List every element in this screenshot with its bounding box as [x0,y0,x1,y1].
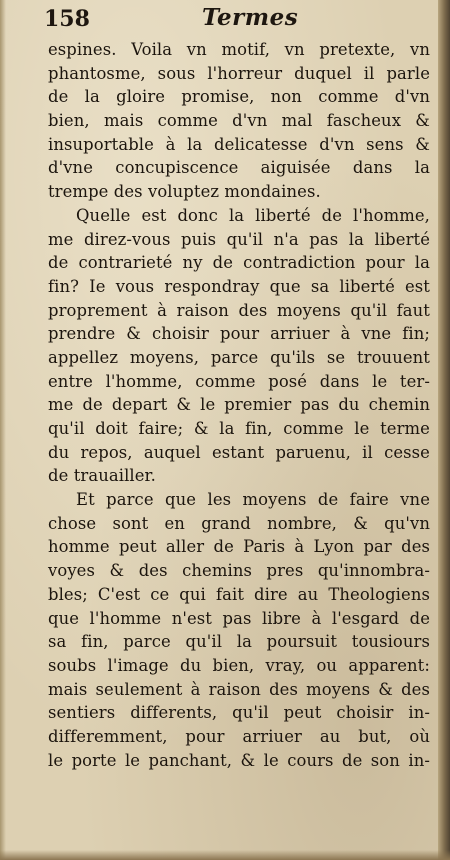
text-line: du repos, auquel estant paruenu, il cesse [48,442,430,462]
text-line: me de depart & le premier pas du chemin [48,395,430,415]
text-line: appellez moyens, parce qu'ils se trouuent [48,347,430,367]
text-line: espines. Voila vn motif, vn pretexte, vn [48,40,430,59]
page-bottom-edge [0,850,450,860]
text-line: de la gloire promise, non comme d'vn [48,87,430,107]
text-line: Quelle est donc la liberté de l'homme, [76,205,430,225]
text-line: mais seulement à raison des moyens & des [48,679,430,699]
text-line: homme peut aller de Paris à Lyon par des [48,537,430,557]
text-line: sa fin, parce qu'il la poursuit tousiours [48,632,430,652]
text-line: differemment, pour arriuer au but, où [48,726,430,746]
text-line: me direz-vous puis qu'il n'a pas la liberté [48,229,430,249]
text-line: entre l'homme, comme posé dans le ter- [48,371,430,391]
page-left-edge [0,0,6,860]
text-line: bles; C'est ce qui fait dire au Theologiens [48,584,430,604]
text-line: d'vne concupiscence aiguisée dans la [48,158,430,178]
text-line: prendre & choisir pour arriuer à vne fin; [48,324,430,344]
body-text [48,38,430,772]
text-line: bien, mais comme d'vn mal fascheux & [48,111,430,131]
text-line: phantosme, sous l'horreur duquel il parle [48,63,430,83]
text-line: trempe des voluptez mondaines. [48,182,321,202]
text-line: insuportable à la delicatesse d'vn sens & [48,134,430,154]
text-line: voyes & des chemins pres qu'innombra- [48,561,430,581]
running-title: Termes [202,4,299,31]
text-line: proprement à raison des moyens qu'il faut [48,300,430,320]
text-line: qu'il doit faire; & la fin, comme le terme [48,419,430,438]
page-number: 158 [44,6,90,32]
text-line: de contrarieté ny de contradiction pour la [48,253,430,273]
page-right-edge [438,0,450,860]
text-line: chose sont en grand nombre, & qu'vn [48,513,430,533]
text-line: fin? Ie vous respondray que sa liberté est [48,276,430,296]
text-line: de trauailler. [48,466,156,486]
text-line: soubs l'image du bien, vray, ou apparent: [48,655,430,675]
text-line: le porte le panchant, & le cours de son in- [48,750,430,770]
text-line: sentiers differents, qu'il peut choisir in- [48,703,430,723]
text-line: que l'homme n'est pas libre à l'esgard de [48,608,430,628]
text-line: Et parce que les moyens de faire vne [76,490,430,510]
page-header [44,4,434,38]
